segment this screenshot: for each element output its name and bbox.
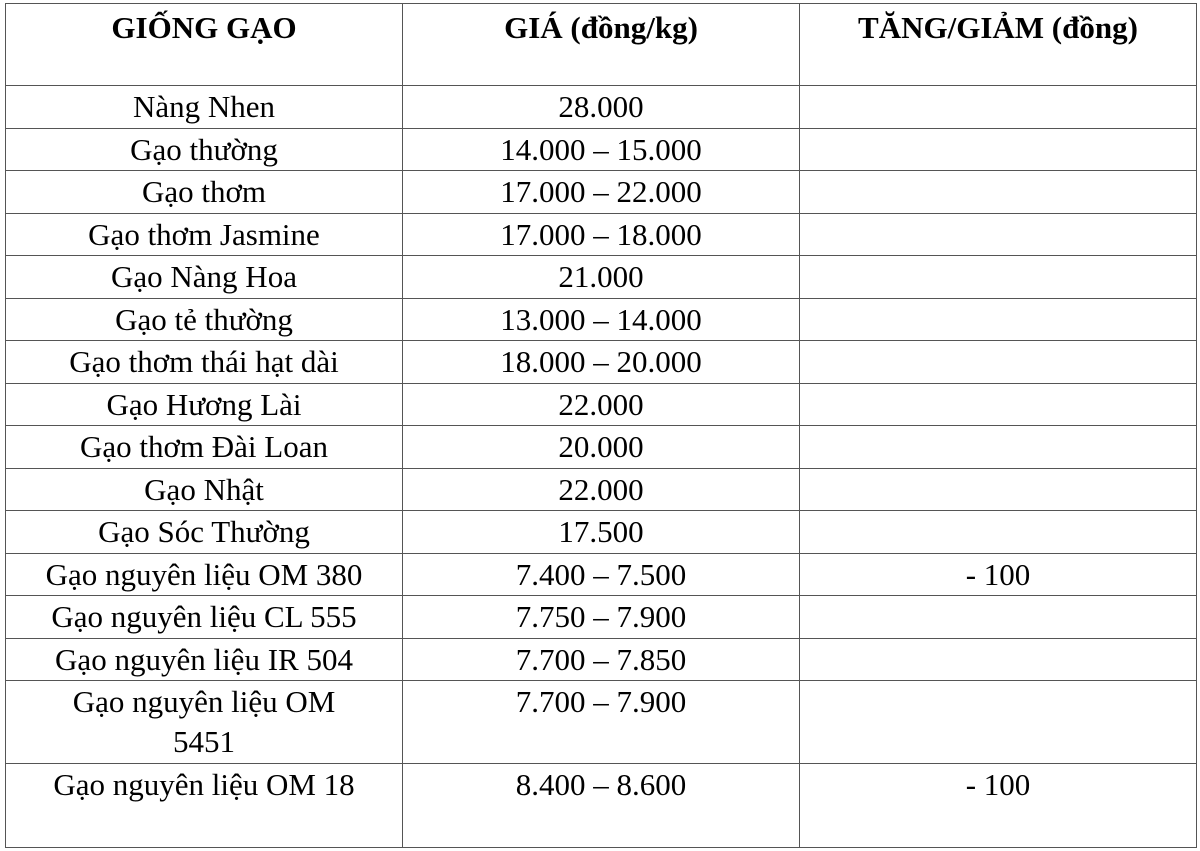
cell-price: 18.000 – 20.000 [403, 341, 800, 384]
cell-change [800, 511, 1197, 554]
cell-change [800, 171, 1197, 214]
table-row [6, 596, 1197, 639]
table-row [6, 256, 1197, 299]
cell-variety: Gạo Nàng Hoa [6, 256, 403, 299]
table-row [6, 128, 1197, 171]
cell-variety: Gạo thơm Jasmine [6, 213, 403, 256]
cell-change [800, 213, 1197, 256]
cell-variety: Gạo thơm Đài Loan [6, 426, 403, 469]
cell-variety: Gạo Nhật [6, 468, 403, 511]
cell-variety: Gạo nguyên liệu OM 380 [6, 553, 403, 596]
cell-price: 21.000 [403, 256, 800, 299]
table-row [6, 426, 1197, 469]
cell-price: 7.700 – 7.850 [403, 638, 800, 681]
table-row [6, 764, 1197, 848]
table-row [6, 553, 1197, 596]
cell-price: 13.000 – 14.000 [403, 298, 800, 341]
cell-variety: Gạo nguyên liệu CL 555 [6, 596, 403, 639]
rice-price-table [5, 3, 1197, 848]
cell-variety: Gạo nguyên liệu OM 5451 [6, 681, 403, 764]
cell-price: 22.000 [403, 383, 800, 426]
cell-variety: Gạo Hương Lài [6, 383, 403, 426]
cell-variety: Gạo thường [6, 128, 403, 171]
cell-change [800, 596, 1197, 639]
table-row [6, 383, 1197, 426]
cell-variety: Gạo thơm [6, 171, 403, 214]
cell-change [800, 298, 1197, 341]
cell-price: 7.400 – 7.500 [403, 553, 800, 596]
table-row [6, 468, 1197, 511]
table-header-row [6, 4, 1197, 86]
cell-price: 17.500 [403, 511, 800, 554]
cell-variety: Nàng Nhen [6, 86, 403, 129]
cell-change [800, 468, 1197, 511]
cell-change [800, 638, 1197, 681]
cell-variety: Gạo nguyên liệu OM 18 [6, 764, 403, 848]
table-row [6, 298, 1197, 341]
cell-price: 7.700 – 7.900 [403, 681, 800, 764]
table-row [6, 171, 1197, 214]
table-row [6, 86, 1197, 129]
cell-price: 20.000 [403, 426, 800, 469]
cell-variety: Gạo nguyên liệu IR 504 [6, 638, 403, 681]
cell-change [800, 341, 1197, 384]
cell-price: 17.000 – 22.000 [403, 171, 800, 214]
cell-change [800, 128, 1197, 171]
cell-variety: Gạo tẻ thường [6, 298, 403, 341]
table-row [6, 638, 1197, 681]
cell-change [800, 383, 1197, 426]
cell-change: - 100 [800, 764, 1197, 848]
cell-change [800, 426, 1197, 469]
cell-variety: Gạo Sóc Thường [6, 511, 403, 554]
cell-price: 14.000 – 15.000 [403, 128, 800, 171]
header-change: TĂNG/GIẢM (đồng) [800, 4, 1197, 86]
cell-price: 22.000 [403, 468, 800, 511]
cell-change: - 100 [800, 553, 1197, 596]
cell-change [800, 256, 1197, 299]
cell-change [800, 86, 1197, 129]
table-row [6, 213, 1197, 256]
table-row [6, 341, 1197, 384]
header-variety: GIỐNG GẠO [6, 4, 403, 86]
cell-price: 8.400 – 8.600 [403, 764, 800, 848]
cell-price: 17.000 – 18.000 [403, 213, 800, 256]
header-price: GIÁ (đồng/kg) [403, 4, 800, 86]
cell-price: 7.750 – 7.900 [403, 596, 800, 639]
table-row [6, 511, 1197, 554]
table-row [6, 681, 1197, 764]
cell-variety: Gạo thơm thái hạt dài [6, 341, 403, 384]
cell-price: 28.000 [403, 86, 800, 129]
cell-change [800, 681, 1197, 764]
